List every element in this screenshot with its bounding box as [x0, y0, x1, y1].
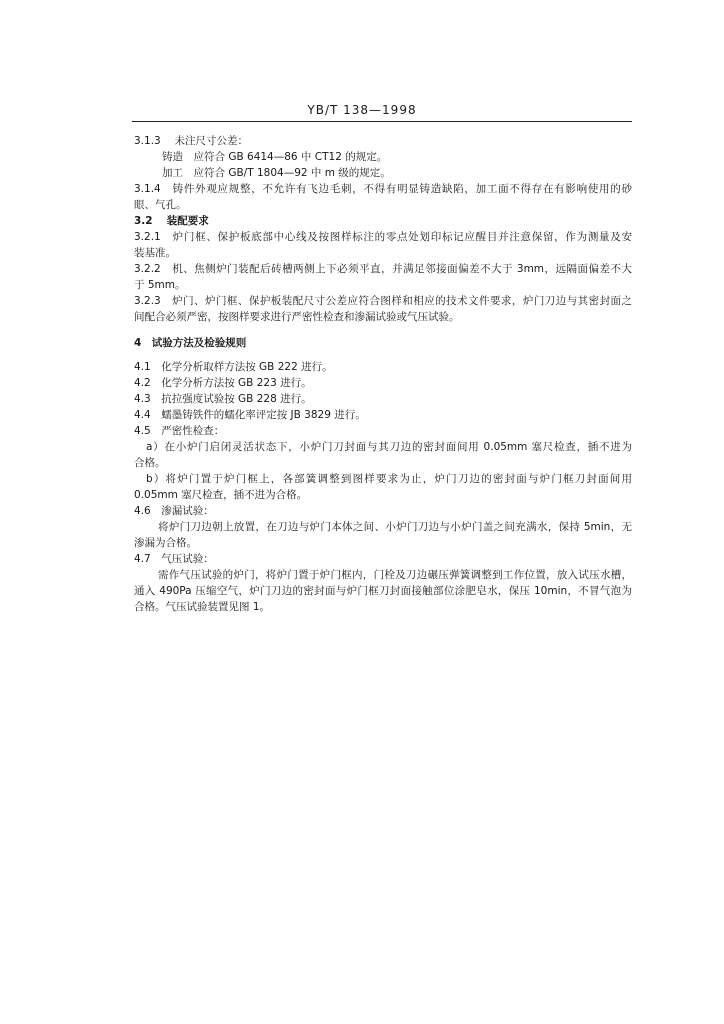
clause-4-1: 4.1 化学分析取样方法按 GB 222 进行。 — [134, 361, 333, 373]
clause-3-1-3-casting: 铸造 应符合 GB 6414—86 中 CT12 的规定。 — [162, 151, 388, 163]
clause-4-7-line2: 通入 490Pa 压缩空气，炉门刀边的密封面与炉门框刀封面接触部位涂肥皂水，保压 10min，不冒气泡为 — [134, 585, 632, 597]
clause-3-1-3-title: 3.1.3 未注尺寸公差： — [134, 135, 249, 147]
clause-4-5-b-line1: b）将炉门置于炉门框上，各部簧调整到图样要求为止，炉门刀边的密封面与炉门框刀封面间用 — [146, 473, 632, 485]
clause-4-5-title: 4.5 严密性检查： — [134, 425, 225, 437]
clause-4-5-b-line2: 0.05mm 塞尺检查，插不进为合格。 — [134, 489, 308, 501]
clause-3-2-2-line1: 3.2.2 机、焦侧炉门装配后砖槽两侧上下必须平直，并满足邻接面偏差不大于 3mm，远隔面偏差不大 — [134, 263, 632, 275]
clause-4-7-line1: 需作气压试验的炉门，将炉门置于炉门框内，门栓及刀边碾压弹簧调整到工作位置，放入试压水槽， — [158, 569, 632, 581]
clause-3-2-title: 3.2 装配要求 — [134, 215, 209, 227]
clause-3-2-2-line2: 于 5mm。 — [134, 279, 186, 291]
header-rule — [132, 121, 632, 122]
clause-3-1-4-line1: 3.1.4 铸件外观应规整，不允许有飞边毛刺，不得有明显铸造缺陷，加工面不得存在有影响使用的砂 — [134, 183, 632, 195]
clause-4-7-line3: 合格。气压试验装置见图 1。 — [134, 601, 271, 613]
clause-3-2-3-line2: 间配合必须严密，按图样要求进行严密性检查和渗漏试验或气压试验。 — [134, 311, 460, 323]
clause-4-5-a-line2: 合格。 — [134, 457, 166, 469]
clause-4-6-line2: 渗漏为合格。 — [134, 537, 197, 549]
clause-4-2: 4.2 化学分析方法按 GB 223 进行。 — [134, 377, 312, 389]
document-code-header: YB/T 138—1998 — [307, 103, 417, 117]
clause-4-4: 4.4 蠕墨铸铁件的蠕化率评定按 JB 3829 进行。 — [134, 409, 366, 421]
clause-4-5-a-line1: a）在小炉门启闭灵活状态下，小炉门刀封面与其刀边的密封面间用 0.05mm 塞尺检查，插不进为 — [146, 441, 632, 453]
clause-3-2-3-line1: 3.2.3 炉门、炉门框、保护板装配尺寸公差应符合图样和相应的技术文件要求，炉门刀边与其密封面之 — [134, 295, 632, 307]
document-body — [134, 133, 632, 615]
clause-3-1-3-machining: 加工 应符合 GB/T 1804—92 中 m 级的规定。 — [162, 167, 391, 179]
clause-3-2-1-line1: 3.2.1 炉门框、保护板底部中心线及按图样标注的零点处划印标记应醒目并注意保留，作为测量及安 — [134, 231, 632, 243]
clause-3-1-4-line2: 眼、气孔。 — [134, 199, 187, 211]
clause-4-6-title: 4.6 渗漏试验： — [134, 505, 214, 517]
clause-3-2-1-line2: 装基准。 — [134, 247, 176, 259]
clause-4-3: 4.3 抗拉强度试验按 GB 228 进行。 — [134, 393, 312, 405]
section-4-title: 4 试验方法及检验规则 — [134, 337, 247, 349]
clause-4-6-line1: 将炉门刀边朝上放置，在刀边与炉门本体之间、小炉门刀边与小炉门盖之间充满水，保持 5min，无 — [158, 521, 632, 533]
clause-4-7-title: 4.7 气压试验： — [134, 553, 214, 565]
